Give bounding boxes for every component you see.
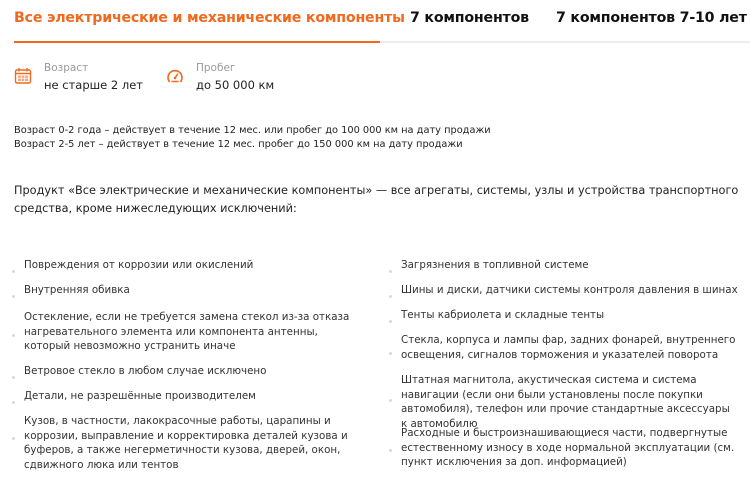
tab-7-components[interactable]: 7 компонентов xyxy=(410,10,529,26)
term-line: Возраст 0-2 года – действует в течение 12 мес. или пробег до 100 000 км на дату продажи xyxy=(14,125,491,136)
bullet-icon xyxy=(389,449,392,452)
stat-age-label: Возраст xyxy=(44,62,89,74)
coverage-terms xyxy=(14,124,491,151)
exclusion-item: Кузов, в частности, лакокрасочные работы, царапины и коррозии, выправление и корректировка деталей кузова и буферов, а также негерметичности кузова, дверей, окон, сдвижного люка или тентов xyxy=(12,414,362,462)
exclusion-item: Остекление, если не требуется замена стекол из-за отказа нагревательного элемента или компонента антенны, который невозможно устранить иначе xyxy=(12,308,362,362)
tab-all-components[interactable]: Все электрические и механические компоненты xyxy=(14,10,405,26)
bullet-icon xyxy=(389,270,392,273)
bullet-icon xyxy=(389,399,392,402)
term-line: Возраст 2-5 лет – действует в течение 12 мес. пробег до 150 000 км на дату продажи xyxy=(14,138,463,150)
product-tabs xyxy=(14,0,750,42)
bullet-icon xyxy=(389,352,392,355)
exclusion-item: Внутренняя обивка xyxy=(12,283,362,308)
bullet-icon xyxy=(12,401,15,404)
exclusions-right-column xyxy=(389,258,739,474)
bullet-icon xyxy=(12,334,15,337)
exclusion-item: Загрязнения в топливной системе xyxy=(389,258,739,283)
stat-mileage-value: до 50 000 км xyxy=(196,78,275,92)
tab-7-components-7-10-years[interactable]: 7 компонентов 7-10 лет xyxy=(556,10,747,26)
exclusion-item: Шины и диски, датчики системы контроля давления в шинах xyxy=(389,283,739,308)
calendar-icon xyxy=(14,67,32,85)
bullet-icon xyxy=(12,376,15,379)
active-tab-indicator xyxy=(14,41,380,43)
exclusion-item: Тенты кабриолета и складные тенты xyxy=(389,308,739,333)
bullet-icon xyxy=(389,320,392,323)
exclusions-left-column xyxy=(12,258,362,471)
bullet-icon xyxy=(389,295,392,298)
speedometer-icon xyxy=(166,67,184,85)
bullet-icon xyxy=(12,270,15,273)
bullet-icon xyxy=(12,295,15,298)
exclusion-item: Ветровое стекло в любом случае исключено xyxy=(12,364,362,389)
exclusion-item: Повреждения от коррозии или окислений xyxy=(12,258,362,283)
exclusion-item: Расходные и быстроизнашивающиеся части, подвергнутые естественному износу в ходе нормальной эксплуатации (см. пункт исключения за доп. информацией) xyxy=(389,426,739,474)
stat-mileage-label: Пробег xyxy=(196,62,236,74)
exclusion-item: Штатная магнитола, акустическая система и система навигации (если они были установлены после покупки автомобиля), телефон или прочие стандартные аксессуары к автомобилю xyxy=(389,373,739,426)
stat-age-value: не старше 2 лет xyxy=(44,78,143,92)
exclusion-item: Стекла, корпуса и лампы фар, задних фонарей, внутреннего освещения, сигналов торможения и указателей поворота xyxy=(389,333,739,373)
exclusion-item: Детали, не разрешённые производителем xyxy=(12,389,362,414)
bullet-icon xyxy=(12,437,15,440)
product-description: Продукт «Все электрические и механические компоненты» — все агрегаты, системы, узлы и устройства транспортного средства, кроме нижеследующих исключений: xyxy=(14,184,739,215)
